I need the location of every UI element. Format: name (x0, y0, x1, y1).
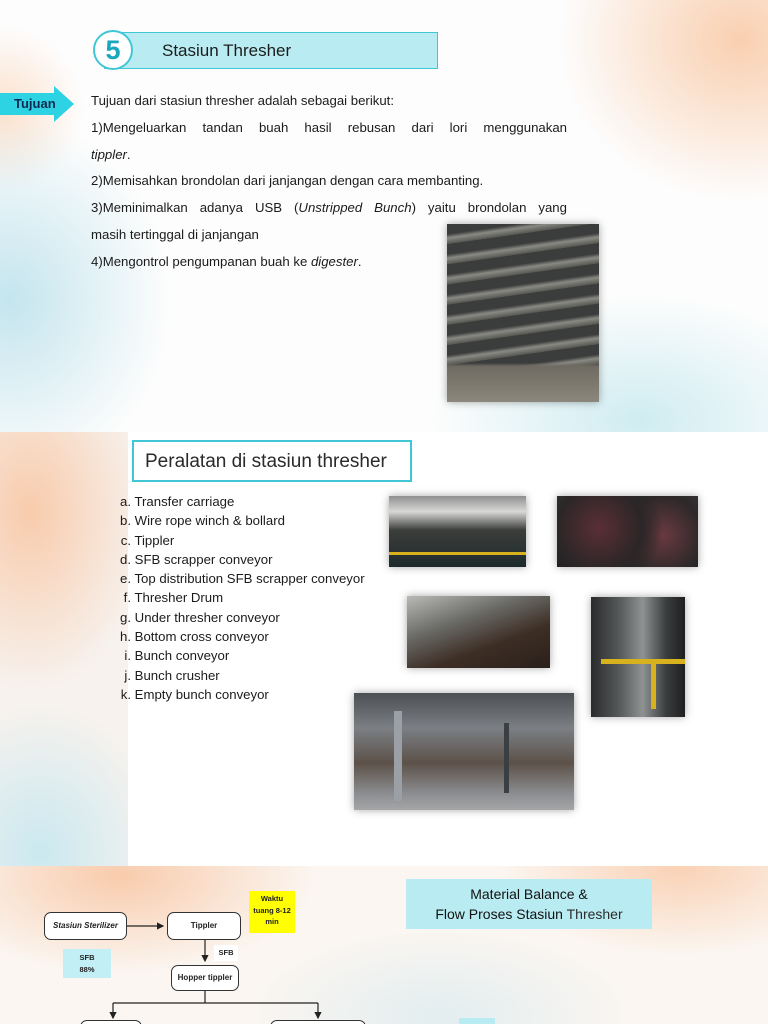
objective-4-after: . (357, 253, 362, 269)
note-line1: Waktu (260, 894, 284, 903)
thresher-drum-exterior-photo (591, 597, 685, 717)
list-item (109, 646, 365, 665)
sfb-label: SFB (79, 953, 95, 962)
box-flow-right (270, 1020, 366, 1024)
list-item (109, 666, 365, 685)
box-tippler: Tippler (167, 912, 241, 940)
objective-3-after: ) yaitu brondolan yang (411, 200, 567, 216)
list-text: Bunch conveyor (134, 648, 230, 664)
slide-thresher-objectives (0, 0, 768, 432)
note-line3: min (265, 917, 279, 926)
slide-title: Stasiun Thresher (162, 41, 292, 60)
rail-stripe (601, 659, 685, 664)
note-line2: tuang 8-12 (253, 905, 291, 915)
section-number-badge: 5 (93, 30, 133, 70)
box-stasiun-sterilizer: Stasiun Sterilizer (44, 912, 127, 940)
list-item (109, 569, 365, 588)
sfb-percentage-box (63, 949, 111, 978)
objective-1-end: . (126, 146, 131, 162)
list-letter: e. (120, 571, 131, 587)
equipment-title: Peralatan di stasiun thresher (145, 451, 387, 472)
box-hopper-tippler: Hopper tippler (171, 965, 239, 991)
scrapper-conveyor-photo (407, 596, 550, 668)
list-letter: g. (120, 609, 131, 625)
list-item (109, 685, 365, 704)
list-item (109, 511, 365, 530)
list-letter: c. (120, 532, 131, 548)
list-item (109, 588, 365, 607)
conveyor-overview-photo (354, 693, 574, 810)
box-flow-left (80, 1020, 142, 1024)
column (394, 711, 402, 801)
sfb-percent: 88% (79, 965, 95, 974)
list-text: Transfer carriage (134, 494, 235, 509)
sfb-arrow-label: SFB (214, 945, 238, 961)
list-text: Thresher Drum (134, 590, 224, 606)
tippler-bunches-photo (557, 496, 698, 567)
list-letter: k. (120, 686, 131, 702)
objectives-intro: Tujuan dari stasiun thresher adalah sebagai berikut: (91, 93, 395, 108)
slide-thresher-equipment (0, 432, 768, 866)
pouring-time-note (249, 891, 295, 933)
next-box-stub (459, 1018, 495, 1024)
list-text: Top distribution SFB scrapper conveyor (134, 571, 365, 587)
list-text: Under thresher conveyor (134, 609, 280, 625)
list-letter: j. (124, 667, 131, 683)
objective-4-before: 4)Mengontrol pengumpanan buah ke (91, 253, 311, 269)
list-text: Wire rope winch & bollard (134, 513, 285, 529)
objective-3-line2: masih tertinggal di janjangan (91, 226, 259, 242)
thresher-drum-photo (447, 224, 599, 402)
objective-1-line2 (91, 142, 567, 169)
transfer-carriage-photo (389, 496, 526, 567)
title-line1: Material Balance & (470, 886, 588, 902)
list-letter: d. (120, 551, 131, 567)
list-letter: h. (120, 629, 131, 645)
title-line2-prefix: Flow Proses Stasiun (435, 906, 567, 922)
list-letter: a. (120, 494, 131, 509)
flow-connectors (0, 866, 768, 1024)
list-text: Tippler (134, 532, 175, 548)
list-item (109, 608, 365, 627)
objective-3-line1 (91, 195, 567, 222)
list-text: Empty bunch conveyor (134, 686, 269, 702)
rail-stripe (389, 552, 526, 555)
objective-2: 2)Memisahkan brondolan dari janjangan dengan cara membanting. (91, 173, 484, 189)
list-text: Bottom cross conveyor (134, 629, 269, 645)
title-line2-highlight: Thresher (566, 906, 623, 922)
objective-1-italic: tippler (91, 146, 127, 162)
list-item (109, 531, 365, 550)
equipment-list (109, 492, 365, 704)
list-text: SFB scrapper conveyor (134, 551, 273, 567)
objective-1-line1: 1)Mengeluarkan tandan buah hasil rebusan dari lori menggunakan (91, 119, 567, 135)
objective-4-italic: digester (310, 253, 358, 269)
list-letter: i. (124, 648, 131, 664)
list-item (109, 627, 365, 646)
objective-3-before: 3)Meminimalkan adanya USB ( (91, 200, 299, 216)
rail-post (651, 659, 656, 709)
column (504, 723, 509, 793)
list-item (109, 550, 365, 569)
slide-material-balance (0, 866, 768, 1024)
list-item (109, 492, 365, 511)
list-letter: f. (123, 590, 131, 606)
list-text: Bunch crusher (134, 667, 220, 683)
tujuan-label: Tujuan (14, 96, 56, 111)
objective-3-italic: Unstripped Bunch (298, 200, 412, 216)
list-letter: b. (120, 513, 131, 529)
